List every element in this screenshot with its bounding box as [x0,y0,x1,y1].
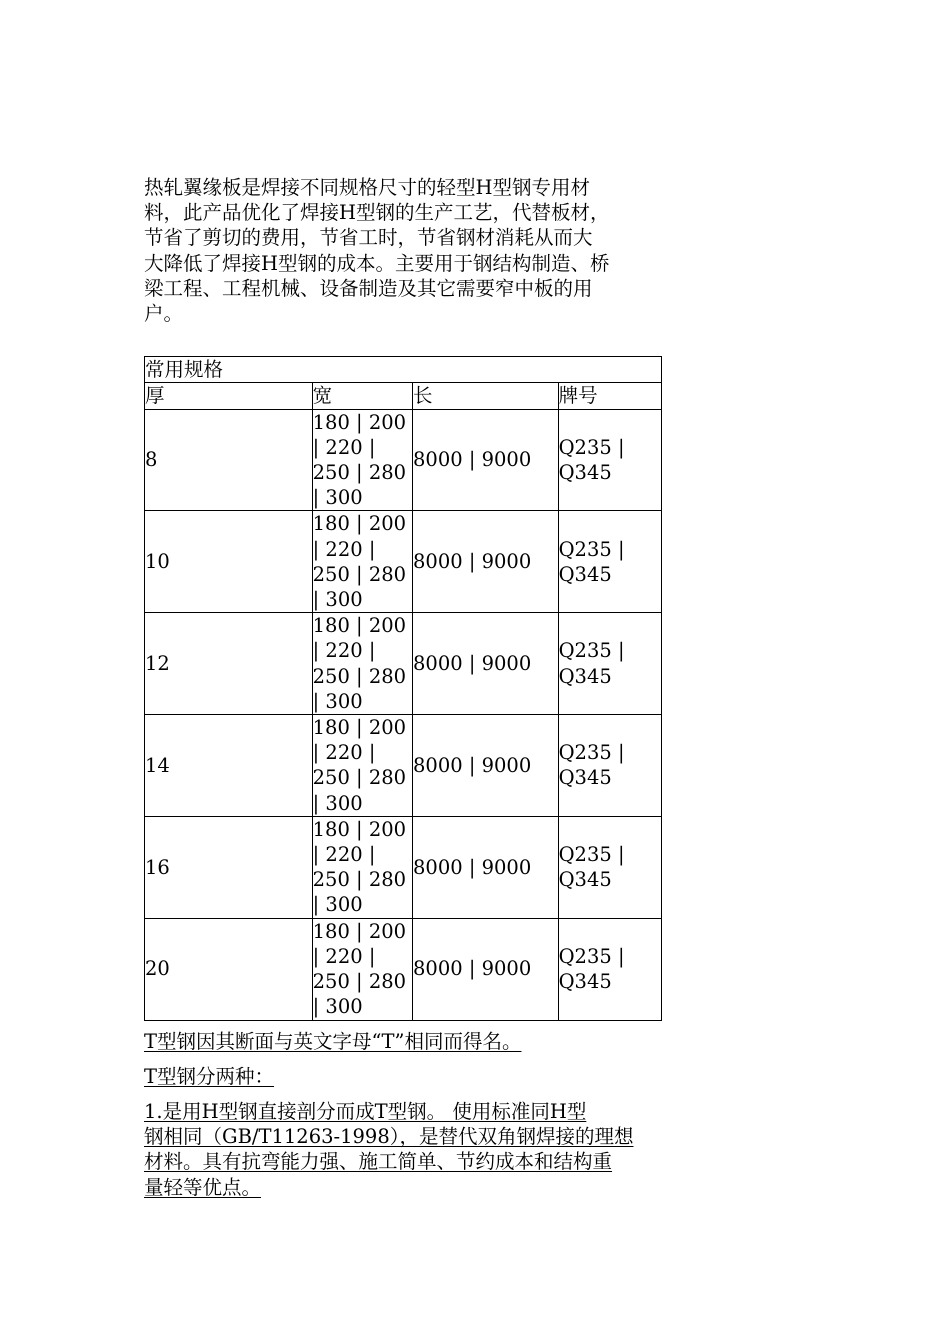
width-line: 180 | 200 [312,817,407,841]
note-t-steel-name: T型钢因其断面与英文字母“T”相同而得名。 [144,1029,522,1053]
header-width: 宽 [312,383,412,409]
width-line: | 300 [312,588,363,612]
spec-table [144,356,662,1020]
width-line: 250 | 280 [312,461,407,485]
grade-line: Q345 [558,562,612,586]
note-t-steel-types: T型钢分两种： [144,1064,275,1088]
cell-width [312,409,412,511]
cell-grade [558,918,661,1020]
grade-line: Q345 [558,766,612,790]
width-line: | 220 | [312,843,376,867]
cell-width [312,613,412,715]
grade-line: Q235 | [558,944,625,968]
table-row [145,409,662,511]
grade-line: Q235 | [558,435,625,459]
width-line: 180 | 200 [312,614,407,638]
width-line: | 220 | [312,741,376,765]
cell-length: 8000 | 9000 [413,511,559,613]
table-row [145,613,662,715]
table-caption: 常用规格 [145,357,662,383]
cell-thickness: 10 [145,511,313,613]
cell-grade [558,816,661,918]
grade-line: Q345 [558,970,612,994]
grade-line: Q345 [558,868,612,892]
cell-thickness: 16 [145,816,313,918]
intro-paragraph [144,175,664,326]
table-row [145,816,662,918]
table-row [145,715,662,817]
grade-line: Q235 | [558,537,625,561]
width-line: | 300 [312,791,363,815]
width-line: 250 | 280 [312,562,407,586]
grade-line: Q235 | [558,639,625,663]
note-t-steel-type-1 [144,1099,664,1200]
cell-width [312,816,412,918]
intro-line: 户。 [144,302,184,326]
table-row [145,918,662,1020]
grade-line: Q345 [558,664,612,688]
cell-width [312,511,412,613]
header-grade: 牌号 [558,383,661,409]
cell-thickness: 20 [145,918,313,1020]
cell-length: 8000 | 9000 [413,918,559,1020]
grade-line: Q235 | [558,741,625,765]
width-line: | 300 [312,893,363,917]
cell-thickness: 8 [145,409,313,511]
cell-length: 8000 | 9000 [413,409,559,511]
cell-grade [558,613,661,715]
cell-thickness: 12 [145,613,313,715]
note-line: 钢相同（GB/T11263-1998），是替代双角钢焊接的理想 [144,1125,634,1149]
width-line: | 220 | [312,639,376,663]
cell-grade [558,409,661,511]
note-line: 量轻等优点。 [144,1175,262,1199]
cell-thickness: 14 [145,715,313,817]
intro-line: 梁工程、工程机械、设备制造及其它需要窄中板的用 [144,276,593,300]
width-line: 180 | 200 [312,716,407,740]
width-line: 250 | 280 [312,766,407,790]
grade-line: Q345 [558,461,612,485]
width-line: | 300 [312,995,363,1019]
note-line: 材料。具有抗弯能力强、施工简单、节约成本和结构重 [144,1150,613,1174]
width-line: | 220 | [312,944,376,968]
table-row [145,511,662,613]
document-page [144,175,664,1210]
width-line: 250 | 280 [312,970,407,994]
width-line: 180 | 200 [312,919,407,943]
width-line: | 300 [312,689,363,713]
cell-grade [558,511,661,613]
width-line: | 220 | [312,435,376,459]
header-length: 长 [413,383,559,409]
cell-grade [558,715,661,817]
notes-section [144,1029,664,1200]
cell-width [312,918,412,1020]
width-line: | 220 | [312,537,376,561]
intro-line: 热轧翼缘板是焊接不同规格尺寸的轻型H型钢专用材 [144,176,591,199]
table-caption-row [145,357,662,383]
table-header-row [145,383,662,409]
width-line: 250 | 280 [312,868,407,892]
intro-line: 节省了剪切的费用，节省工时，节省钢材消耗从而大 [144,226,593,250]
width-line: | 300 [312,486,363,510]
grade-line: Q235 | [558,843,625,867]
width-line: 250 | 280 [312,664,407,688]
width-line: 180 | 200 [312,512,407,536]
width-line: 180 | 200 [312,410,407,434]
intro-line: 料，此产品优化了焊接H型钢的生产工艺，代替板材， [144,201,610,225]
intro-line: 大降低了焊接H型钢的成本。主要用于钢结构制造、桥 [144,251,610,275]
header-thickness: 厚 [145,383,313,409]
cell-length: 8000 | 9000 [413,715,559,817]
cell-length: 8000 | 9000 [413,816,559,918]
cell-length: 8000 | 9000 [413,613,559,715]
note-line: 1.是用H型钢直接剖分而成T型钢。 使用标准同H型 [144,1099,587,1123]
cell-width [312,715,412,817]
